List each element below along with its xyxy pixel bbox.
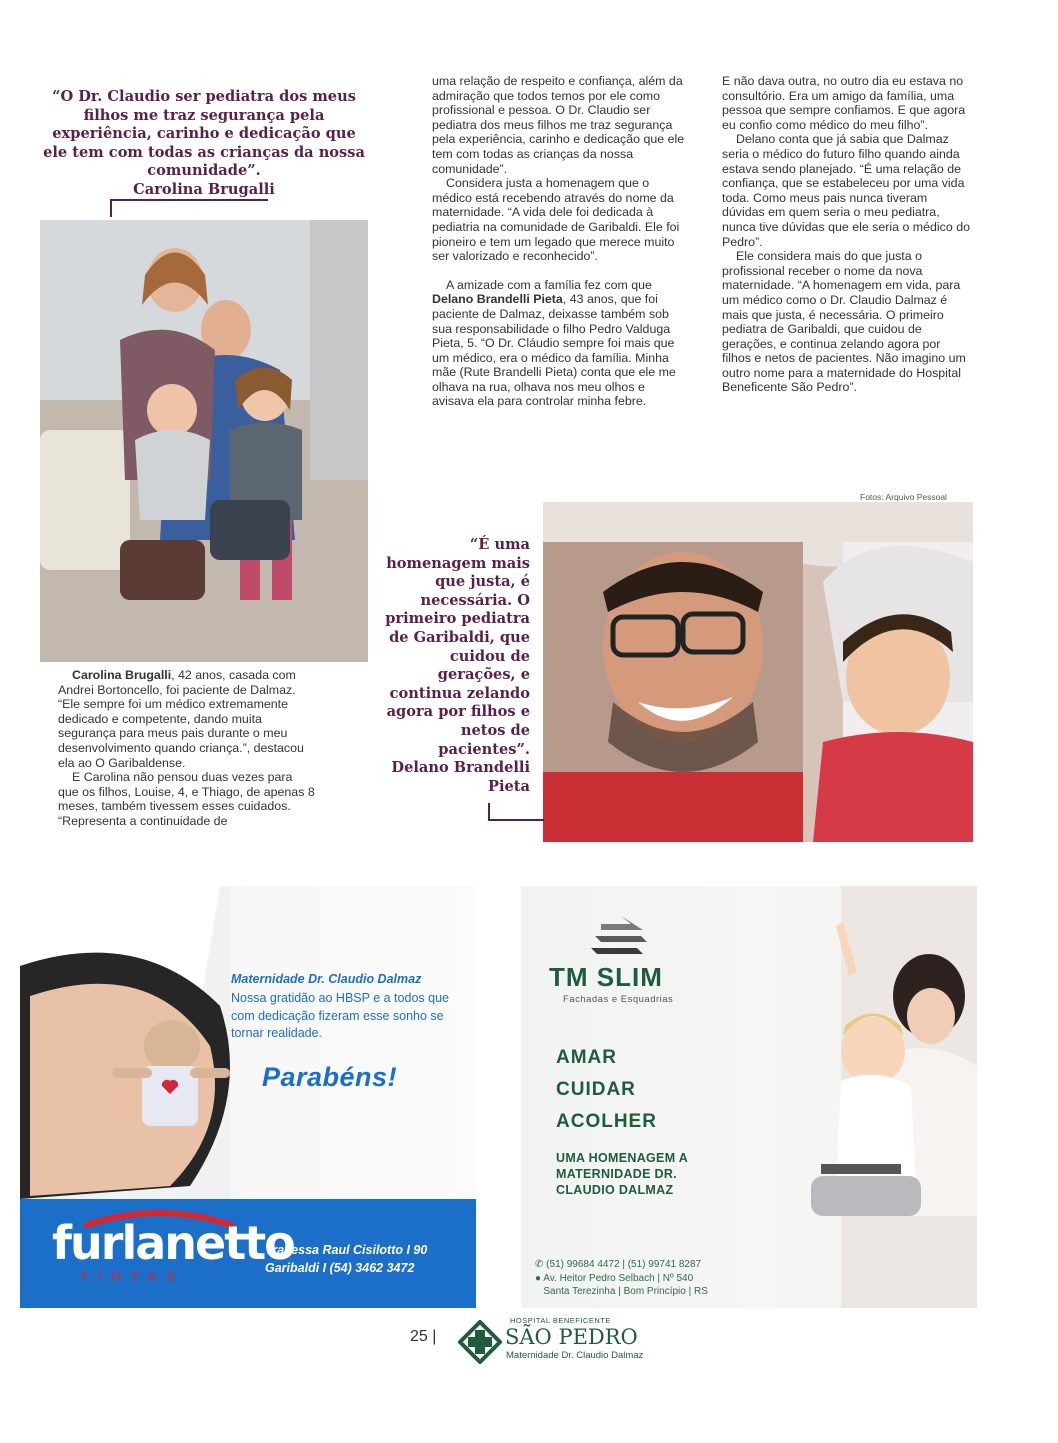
keyword: AMAR	[556, 1047, 617, 1068]
paragraph: Considera justa a homenagem que o médico está recebendo através do nome da maternidade. “A vida dele foi dedicada à pediatria na comunidade de Garibaldi. Ele foi pioneiro e tem um legado que merece muito ser valorizado e reconhecido”.	[432, 176, 680, 264]
furlanetto-ad	[20, 886, 476, 1308]
pull-quote-delano	[380, 536, 530, 796]
quote-rule-tick	[488, 803, 490, 821]
address: Av. Heitor Pedro Selbach | Nº 540	[543, 1272, 694, 1284]
paragraph: uma relação de respeito e confiança, além da admiração que todos temos por ele como profissional e pessoa. O Dr. Claudio ser pediatra dos meus filhos me traz segurança pela experiência, carinho e dedicação que ele tem com todas as crianças da nossa comunidade”.	[432, 74, 685, 176]
person-name: Delano Brandelli Pieta	[432, 292, 563, 307]
hospital-prefix: HOSPITAL BENEFICENTE	[510, 1316, 611, 1325]
family-photo	[40, 220, 368, 662]
address-line	[535, 1285, 708, 1299]
text-run: A amizade com a família fez com que	[446, 277, 652, 292]
photo-credit: Fotos: Arquivo Pessoal	[860, 492, 947, 502]
paragraph	[432, 278, 688, 409]
keyword: ACOLHER	[556, 1111, 657, 1132]
text-run: , 43 anos, que foi paciente de Dalmaz, deixasse também sob sua responsabilidade o filho Pedro Valduga Pieta, 5. “O Dr. Cláudio sempre foi mais que um médico, era o médico da família. Minha mãe (Rute Brandelli Pieta) conta que ele me olhava na rua, olhava nos meu olhos e avisava ela para controlar minha febre.	[432, 292, 676, 409]
ad-keywords	[556, 1042, 657, 1138]
keyword: CUIDAR	[556, 1079, 636, 1100]
ad-homage: UMA HOMENAGEM A MATERNIDADE DR. CLAUDIO DALMAZ	[556, 1151, 688, 1197]
paragraph: Ele considera mais do que justa o profissional receber o nome da nova maternidade. “A homenagem em vida, para um médico como o Dr. Claudio Dalmaz é mais que justa, é necessária. O primeiro pediatra de Garibaldi, que cuidou de gerações, e continua zelando agora por filhos e netos de pacientes. Não imagino um outro nome para a maternidade do Hospital Beneficente São Pedro”.	[722, 249, 966, 395]
paragraph: E não dava outra, no outro dia eu estava no consultório. Era um amigo da família, uma pessoa que sempre confiamos. E que agora eu confio como médico do meu filho”.	[722, 74, 966, 132]
paragraph: E Carolina não pensou duas vezes para que os filhos, Louise, 4, e Thiago, de apenas 8 meses, também tivessem esses cuidados. “Representa a continuidade de	[58, 770, 315, 828]
article-column-1	[432, 74, 688, 409]
pull-quote-author: Delano Brandelli Pieta	[391, 759, 530, 795]
paragraph: Delano conta que já sabia que Dalmaz seria o médico do futuro filho quando ainda estava sendo planejado. “É uma relação de confiança, que se estabeleceu por uma vida toda. Como meus pais nunca tiveram dúvidas em quem seria o meu pediatra, nunca tive dúvidas que ele seria o médico do Pedro”.	[722, 132, 970, 249]
quote-rule	[110, 199, 268, 201]
phone-line	[535, 1258, 708, 1272]
location-pin-icon: ●	[535, 1272, 542, 1284]
quote-rule-tick	[110, 199, 112, 217]
ad-title: Maternidade Dr. Claudio Dalmaz	[231, 972, 422, 986]
furlanetto-logo-sub: TINTAS	[80, 1269, 186, 1284]
person-name: Carolina Brugalli	[72, 668, 172, 682]
ad-body: Nossa gratidão ao HBSP e a todos que com dedicação fizeram esse sonho se tornar realidade.	[231, 991, 449, 1040]
pull-quote-author: Carolina Brugalli	[133, 180, 275, 198]
hospital-logo-icon	[458, 1320, 502, 1364]
father-son-illustration	[543, 502, 973, 842]
ad-contact	[535, 1258, 708, 1299]
pull-quote-text: “O Dr. Claudio ser pediatra dos meus filhos me traz segurança pela experiência, carinho e dedicação que ele tem com todas as crianças da nossa comunidade”.	[43, 88, 365, 179]
tmslim-tagline: Fachadas e Esquadrias	[563, 994, 674, 1005]
pull-quote-text: “É uma homenagem mais que justa, é necessária. O primeiro pediatra de Garibaldi, que cuidou de gerações, e continua zelando agora por filhos e netos de pacientes”.	[385, 536, 530, 758]
hospital-name: SÃO PEDRO	[505, 1325, 638, 1349]
article-column-3	[58, 668, 316, 829]
pregnant-belly-illustration	[20, 886, 230, 1199]
furlanetto-logo: furlanetto	[52, 1216, 294, 1270]
page-number: 25 |	[410, 1328, 437, 1345]
ad-address	[265, 1241, 427, 1277]
quote-rule	[488, 819, 544, 821]
father-son-photo	[543, 502, 973, 842]
pull-quote-carolina	[40, 88, 368, 199]
address-line: Travessa Raul Cisilotto I 90	[265, 1243, 428, 1257]
tmslim-brand: TM SLIM	[549, 962, 663, 992]
address-line: Garibaldi I (54) 3462 3472	[265, 1261, 415, 1275]
address: Santa Terezinha | Bom Princípio | RS	[543, 1286, 708, 1297]
phones: (51) 99684 4472 | (51) 99741 8287	[546, 1259, 702, 1270]
address-line	[535, 1272, 708, 1286]
family-photo-illustration	[40, 220, 368, 662]
mother-child-illustration	[781, 886, 977, 1308]
whatsapp-icon: ✆	[535, 1259, 544, 1270]
text-run: , 42 anos, casada com Andrei Bortoncello, foi paciente de Dalmaz. “Ele sempre foi um médico extremamente dedicado e competente, dando muita segurança para meus pais durante o meu desenvolvimento quando criança.”, destacou ela ao O Garibaldense.	[58, 668, 304, 770]
paragraph	[58, 668, 316, 770]
tmslim-ad	[521, 886, 977, 1308]
ad-headline: Parabéns!	[262, 1062, 398, 1092]
article-column-2	[722, 74, 972, 395]
tmslim-logo-icon	[591, 916, 651, 956]
hospital-subtitle: Maternidade Dr. Claudio Dalmaz	[506, 1350, 644, 1361]
